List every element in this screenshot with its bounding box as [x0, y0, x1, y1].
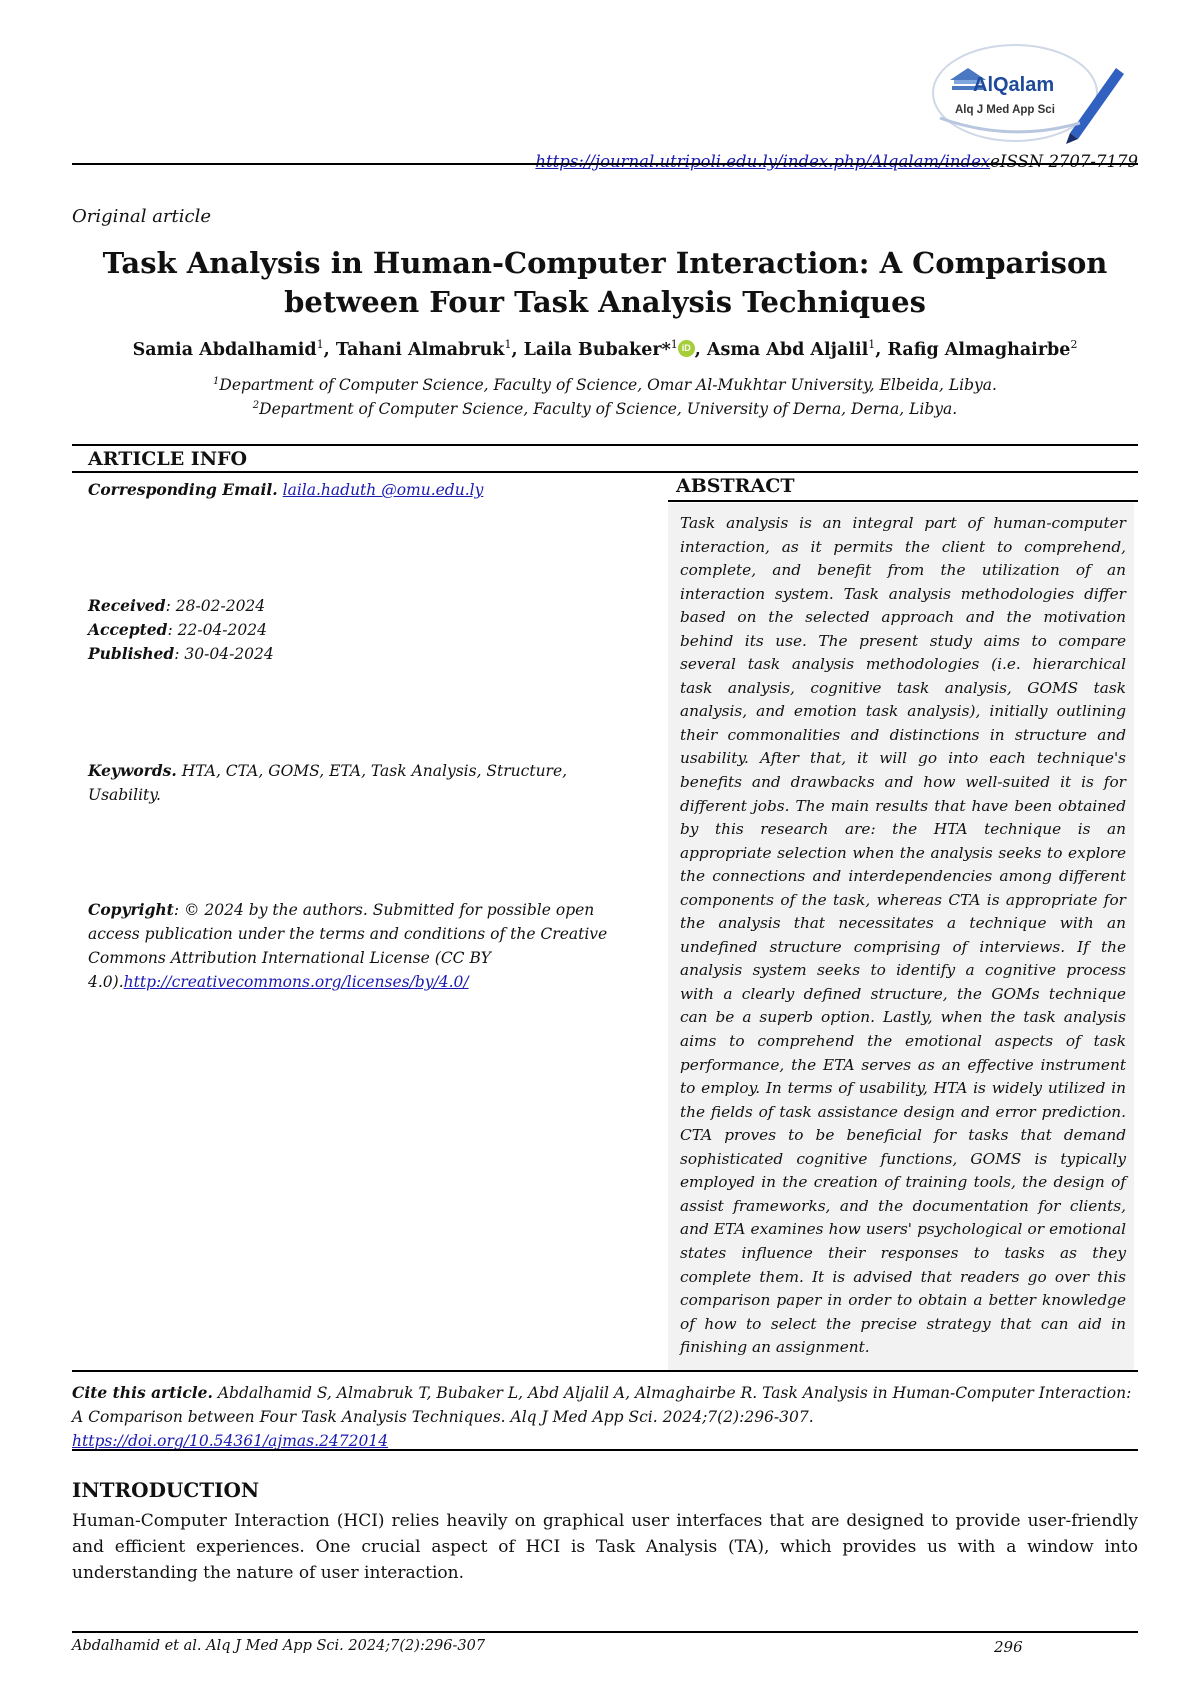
received-date: Received: 28-02-2024	[88, 596, 266, 615]
affiliation: $^2$Department of Computer Science, Faculty of Science, University of Derna, Derna, Libya.	[252, 400, 958, 419]
orcid-icon[interactable]: iD	[678, 340, 695, 357]
author-name: Samia Abdalhamid	[132, 339, 317, 360]
divider	[72, 471, 1138, 473]
footer-divider	[72, 1631, 1138, 1633]
author-name: Rafig Almaghairbe	[887, 339, 1071, 360]
divider	[72, 1449, 1138, 1451]
author-name: Asma Abd Aljalil	[706, 339, 869, 360]
title-line-2: between Four Task Analysis Techniques	[284, 285, 926, 319]
title-line-1: Task Analysis in Human-Computer Interaction: A Comparison	[102, 246, 1108, 280]
keywords: Keywords. HTA, CTA, GOMS, ETA, Task Analysis, Structure, Usability.	[88, 761, 568, 804]
article-type: Original article	[72, 206, 212, 227]
page-number: 296	[994, 1638, 1023, 1656]
published-date: Published: 30-04-2024	[88, 644, 274, 663]
divider	[668, 500, 1138, 502]
author-name: Laila Bubaker*	[523, 339, 671, 360]
article-info-heading: ARTICLE INFO	[88, 448, 248, 470]
author-list: Samia Abdalhamid$^1$, Tahani Almabruk$^1$, Laila Bubaker*$^1$ iD , Asma Abd Aljalil$^1$, Rafig Almaghairbe$^2$	[132, 338, 1078, 360]
email-link[interactable]: laila.haduth @omu.edu.ly	[282, 481, 484, 499]
journal-header	[535, 152, 1138, 171]
copyright: Copyright: © 2024 by the authors. Submitted for possible open access publication under the terms and conditions of the Creative Commons Attribution International License (CC BY 4.0).http://creativecommons.org/licenses/by/4.0/	[88, 900, 608, 991]
header-divider	[72, 163, 1138, 165]
license-link[interactable]: http://creativecommons.org/licenses/by/4.0/	[123, 973, 469, 991]
introduction-text: Human-Computer Interaction (HCI) relies heavily on graphical user interfaces that are designed to provide user-friendly and efficient experiences. One crucial aspect of HCI is Task Analysis (TA), which provides us with a window into understanding the nature of user interaction.	[72, 1511, 1138, 1583]
corresponding-email: Corresponding Email. laila.haduth @omu.edu.ly	[88, 480, 484, 499]
footer-citation: Abdalhamid et al. Alq J Med App Sci. 2024;7(2):296-307	[72, 1638, 486, 1654]
page-title	[72, 244, 1138, 322]
citation: Cite this article. Abdalhamid S, Almabruk T, Bubaker L, Abd Aljalil A, Almaghairbe R. Task Analysis in Human-Computer Interaction: A Comparison between Four Task Analysis Techniques. Alq J Med App Sci. 2024;7(2):296-307. https://doi.org/10.54361/ajmas.2472014	[72, 1383, 1132, 1450]
divider	[72, 444, 1138, 446]
accepted-date: Accepted: 22-04-2024	[88, 620, 267, 639]
journal-url-link[interactable]: https://journal.utripoli.edu.ly/index.php/Alqalam/index	[535, 152, 991, 171]
divider	[72, 1370, 1138, 1372]
abstract-text: Task analysis is an integral part of human-computer interaction, as it permits the client to comprehend, complete, and benefit from the utilization of an interaction system. Task analysis methodologies differ based on the selected approach and the motivation behind its use. The present study aims to compare several task analysis methodologies (i.e. hierarchical task analysis, cognitive task analysis, GOMS task analysis, and emotion task analysis), initially outlining their commonalities and distinctions in structure and usability. After that, it will go into each technique's benefits and drawbacks and how well-suited it is for different jobs. The main results that have been obtained by this research are: the HTA technique is an appropriate selection when the analysis seeks to explore the connections and interdependencies among different components of the task, whereas CTA is appropriate for the analysis that necessitates a technique with an undefined structure comprising of interviews. If the analysis system seeks to identify a cognitive process with a clearly defined structure, the GOMs technique can be a superb option. Lastly, when the task analysis aims to comprehend the emotional aspects of task performance, the ETA serves as an effective instrument to employ. In terms of usability, HTA is widely utilized in the fields of task assistance design and error prediction. CTA proves to be beneficial for tasks that demand sophisticated cognitive functions, GOMS is typically employed in the creation of training tools, the design of assist frameworks, and the documentation for clients, and ETA examines how users' psychological or emotional states influence their responses to tasks as they complete them. It is advised that readers go over this comparison paper in order to obtain a better knowledge of how to select the precise strategy that can aid in finishing an assignment.	[680, 514, 1126, 1357]
doi-link[interactable]: https://doi.org/10.54361/ajmas.2472014	[72, 1432, 389, 1450]
issn: eISSN 2707-7179	[990, 152, 1138, 171]
introduction-heading: INTRODUCTION	[72, 1478, 260, 1502]
author-name: Tahani Almabruk	[335, 339, 505, 360]
affiliation: $^1$Department of Computer Science, Faculty of Science, Omar Al-Mukhtar University, Elbeida, Libya.	[213, 376, 997, 395]
logo-subtitle: Alq J Med App Sci	[955, 104, 1055, 116]
logo-name: AlQalam	[973, 74, 1055, 96]
abstract-heading: ABSTRACT	[676, 475, 795, 497]
